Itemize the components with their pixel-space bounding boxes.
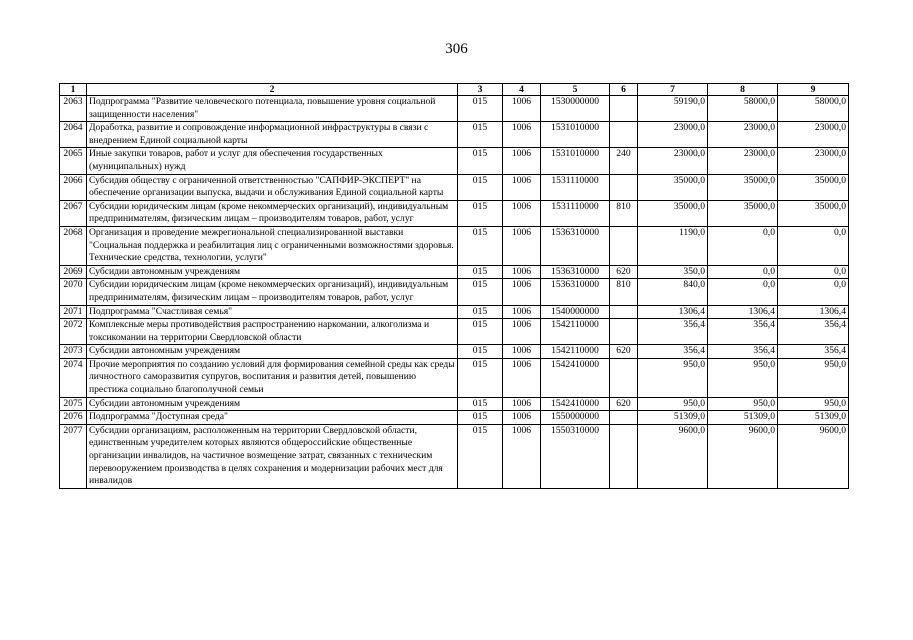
code-target: 1531110000 bbox=[541, 200, 610, 226]
code-section: 1006 bbox=[503, 122, 541, 148]
amount-col-9: 23000,0 bbox=[778, 122, 849, 148]
table-row bbox=[60, 397, 849, 411]
code-ministry: 015 bbox=[458, 411, 503, 425]
code-ministry: 015 bbox=[458, 319, 503, 345]
code-target: 1536310000 bbox=[541, 279, 610, 305]
code-ministry: 015 bbox=[458, 200, 503, 226]
code-expense-type: 620 bbox=[610, 265, 638, 279]
code-target: 1550000000 bbox=[541, 411, 610, 425]
table-row bbox=[60, 279, 849, 305]
amount-col-7: 35000,0 bbox=[638, 200, 708, 226]
column-header: 1 bbox=[60, 84, 87, 96]
code-ministry: 015 bbox=[458, 148, 503, 174]
code-expense-type bbox=[610, 174, 638, 200]
amount-col-7: 59190,0 bbox=[638, 96, 708, 122]
amount-col-7: 950,0 bbox=[638, 397, 708, 411]
row-name: Субсидии автономным учреждениям bbox=[87, 265, 458, 279]
code-expense-type bbox=[610, 411, 638, 425]
table-header-row bbox=[60, 84, 849, 96]
amount-col-8: 35000,0 bbox=[708, 200, 778, 226]
row-name: Подпрограмма "Счастливая семья" bbox=[87, 305, 458, 319]
code-expense-type bbox=[610, 424, 638, 488]
row-name: Субсидии автономным учреждениям bbox=[87, 397, 458, 411]
amount-col-8: 950,0 bbox=[708, 397, 778, 411]
row-name: Доработка, развитие и сопровождение информационной инфраструктуры в связи с внедрением Единой социальной карты bbox=[87, 122, 458, 148]
amount-col-8: 51309,0 bbox=[708, 411, 778, 425]
amount-col-8: 1306,4 bbox=[708, 305, 778, 319]
amount-col-8: 0,0 bbox=[708, 279, 778, 305]
code-ministry: 015 bbox=[458, 358, 503, 397]
code-ministry: 015 bbox=[458, 96, 503, 122]
code-section: 1006 bbox=[503, 345, 541, 359]
code-ministry: 015 bbox=[458, 397, 503, 411]
code-ministry: 015 bbox=[458, 424, 503, 488]
row-number: 2065 bbox=[60, 148, 87, 174]
amount-col-9: 51309,0 bbox=[778, 411, 849, 425]
page-number: 306 bbox=[445, 41, 468, 57]
code-section: 1006 bbox=[503, 279, 541, 305]
row-number: 2067 bbox=[60, 200, 87, 226]
code-expense-type: 810 bbox=[610, 279, 638, 305]
row-name: Субсидии юридическим лицам (кроме некоммерческих организаций), индивидуальным предпринимателям, физическим лицам – производителям товаров, работ, услуг bbox=[87, 279, 458, 305]
code-expense-type: 810 bbox=[610, 200, 638, 226]
row-name: Субсидии автономным учреждениям bbox=[87, 345, 458, 359]
row-number: 2074 bbox=[60, 358, 87, 397]
row-name: Прочие мероприятия по созданию условий для формирования семейной среды как среды личностного саморазвития супругов, воспитания и развития детей, повышению престижа социально благополучной семьи bbox=[87, 358, 458, 397]
code-target: 1531110000 bbox=[541, 174, 610, 200]
code-section: 1006 bbox=[503, 358, 541, 397]
code-section: 1006 bbox=[503, 397, 541, 411]
row-name: Субсидия обществу с ограниченной ответственностью "САПФИР-ЭКСПЕРТ" на обеспечение организации выпуска, выдачи и обслуживания Единой социальной карты bbox=[87, 174, 458, 200]
code-target: 1540000000 bbox=[541, 305, 610, 319]
code-expense-type bbox=[610, 122, 638, 148]
amount-col-8: 356,4 bbox=[708, 345, 778, 359]
code-ministry: 015 bbox=[458, 226, 503, 265]
code-ministry: 015 bbox=[458, 279, 503, 305]
row-name: Комплексные меры противодействия распространению наркомании, алкоголизма и токсикомании на территории Свердловской области bbox=[87, 319, 458, 345]
amount-col-7: 350,0 bbox=[638, 265, 708, 279]
table-row bbox=[60, 226, 849, 265]
amount-col-9: 356,4 bbox=[778, 345, 849, 359]
amount-col-8: 950,0 bbox=[708, 358, 778, 397]
code-expense-type bbox=[610, 305, 638, 319]
code-section: 1006 bbox=[503, 96, 541, 122]
row-number: 2077 bbox=[60, 424, 87, 488]
code-ministry: 015 bbox=[458, 122, 503, 148]
amount-col-9: 9600,0 bbox=[778, 424, 849, 488]
table-row bbox=[60, 424, 849, 488]
column-header: 4 bbox=[503, 84, 541, 96]
amount-col-8: 0,0 bbox=[708, 226, 778, 265]
code-target: 1530000000 bbox=[541, 96, 610, 122]
table-row bbox=[60, 148, 849, 174]
table-row bbox=[60, 345, 849, 359]
row-number: 2069 bbox=[60, 265, 87, 279]
row-name: Субсидии юридическим лицам (кроме некоммерческих организаций), индивидуальным предпринимателям, физическим лицам – производителям товаров, работ, услуг bbox=[87, 200, 458, 226]
column-header: 5 bbox=[541, 84, 610, 96]
column-header: 8 bbox=[708, 84, 778, 96]
code-expense-type: 240 bbox=[610, 148, 638, 174]
amount-col-7: 1190,0 bbox=[638, 226, 708, 265]
row-number: 2064 bbox=[60, 122, 87, 148]
row-number: 2076 bbox=[60, 411, 87, 425]
amount-col-7: 356,4 bbox=[638, 345, 708, 359]
code-section: 1006 bbox=[503, 305, 541, 319]
code-target: 1542110000 bbox=[541, 345, 610, 359]
table-row bbox=[60, 358, 849, 397]
amount-col-8: 35000,0 bbox=[708, 174, 778, 200]
amount-col-8: 0,0 bbox=[708, 265, 778, 279]
amount-col-9: 1306,4 bbox=[778, 305, 849, 319]
row-number: 2063 bbox=[60, 96, 87, 122]
amount-col-9: 58000,0 bbox=[778, 96, 849, 122]
table-row bbox=[60, 411, 849, 425]
amount-col-8: 58000,0 bbox=[708, 96, 778, 122]
column-header: 6 bbox=[610, 84, 638, 96]
amount-col-9: 23000,0 bbox=[778, 148, 849, 174]
code-target: 1536310000 bbox=[541, 226, 610, 265]
table-row bbox=[60, 319, 849, 345]
amount-col-7: 1306,4 bbox=[638, 305, 708, 319]
code-section: 1006 bbox=[503, 148, 541, 174]
code-expense-type: 620 bbox=[610, 397, 638, 411]
code-section: 1006 bbox=[503, 265, 541, 279]
row-name: Подпрограмма "Доступная среда" bbox=[87, 411, 458, 425]
row-number: 2075 bbox=[60, 397, 87, 411]
column-header: 2 bbox=[87, 84, 458, 96]
row-number: 2068 bbox=[60, 226, 87, 265]
column-header: 7 bbox=[638, 84, 708, 96]
row-name: Организация и проведение межрегиональной специализированной выставки "Социальная поддержка и реабилитация лиц с ограниченными возможностями здоровья. Технические средства, технологии, услуги" bbox=[87, 226, 458, 265]
amount-col-9: 35000,0 bbox=[778, 174, 849, 200]
amount-col-9: 0,0 bbox=[778, 265, 849, 279]
row-name: Подпрограмма "Развитие человеческого потенциала, повышение уровня социальной защищенности населения" bbox=[87, 96, 458, 122]
table-row bbox=[60, 174, 849, 200]
amount-col-8: 356,4 bbox=[708, 319, 778, 345]
row-number: 2066 bbox=[60, 174, 87, 200]
code-ministry: 015 bbox=[458, 265, 503, 279]
amount-col-7: 356,4 bbox=[638, 319, 708, 345]
code-target: 1542410000 bbox=[541, 397, 610, 411]
row-number: 2070 bbox=[60, 279, 87, 305]
amount-col-8: 9600,0 bbox=[708, 424, 778, 488]
row-name: Иные закупки товаров, работ и услуг для обеспечения государственных (муниципальных) нужд bbox=[87, 148, 458, 174]
code-target: 1531010000 bbox=[541, 148, 610, 174]
table-row bbox=[60, 265, 849, 279]
row-number: 2072 bbox=[60, 319, 87, 345]
code-target: 1531010000 bbox=[541, 122, 610, 148]
amount-col-9: 356,4 bbox=[778, 319, 849, 345]
table-row bbox=[60, 305, 849, 319]
amount-col-9: 0,0 bbox=[778, 279, 849, 305]
code-section: 1006 bbox=[503, 424, 541, 488]
amount-col-7: 35000,0 bbox=[638, 174, 708, 200]
code-expense-type: 620 bbox=[610, 345, 638, 359]
code-target: 1542410000 bbox=[541, 358, 610, 397]
budget-table bbox=[59, 83, 849, 489]
amount-col-8: 23000,0 bbox=[708, 148, 778, 174]
row-name: Субсидии организациям, расположенным на территории Свердловской области, единственным учредителем которых являются общероссийские общественные организации инвалидов, на частичное возмещение затрат, связанных с техническим перевооружением производства в целях сохранения и модернизации рабочих мест для инвалидов bbox=[87, 424, 458, 488]
amount-col-9: 950,0 bbox=[778, 397, 849, 411]
row-number: 2073 bbox=[60, 345, 87, 359]
amount-col-7: 950,0 bbox=[638, 358, 708, 397]
code-target: 1550310000 bbox=[541, 424, 610, 488]
code-target: 1542110000 bbox=[541, 319, 610, 345]
amount-col-7: 9600,0 bbox=[638, 424, 708, 488]
amount-col-8: 23000,0 bbox=[708, 122, 778, 148]
amount-col-7: 840,0 bbox=[638, 279, 708, 305]
column-header: 9 bbox=[778, 84, 849, 96]
amount-col-9: 35000,0 bbox=[778, 200, 849, 226]
amount-col-7: 23000,0 bbox=[638, 148, 708, 174]
column-header: 3 bbox=[458, 84, 503, 96]
code-expense-type bbox=[610, 358, 638, 397]
code-section: 1006 bbox=[503, 319, 541, 345]
code-expense-type bbox=[610, 96, 638, 122]
row-number: 2071 bbox=[60, 305, 87, 319]
code-section: 1006 bbox=[503, 200, 541, 226]
code-section: 1006 bbox=[503, 226, 541, 265]
code-ministry: 015 bbox=[458, 305, 503, 319]
code-section: 1006 bbox=[503, 411, 541, 425]
code-expense-type bbox=[610, 226, 638, 265]
code-target: 1536310000 bbox=[541, 265, 610, 279]
code-section: 1006 bbox=[503, 174, 541, 200]
amount-col-9: 0,0 bbox=[778, 226, 849, 265]
table-row bbox=[60, 122, 849, 148]
amount-col-7: 23000,0 bbox=[638, 122, 708, 148]
code-expense-type bbox=[610, 319, 638, 345]
table-row bbox=[60, 200, 849, 226]
code-ministry: 015 bbox=[458, 345, 503, 359]
table-body bbox=[60, 96, 849, 489]
table-row bbox=[60, 96, 849, 122]
amount-col-9: 950,0 bbox=[778, 358, 849, 397]
amount-col-7: 51309,0 bbox=[638, 411, 708, 425]
code-ministry: 015 bbox=[458, 174, 503, 200]
